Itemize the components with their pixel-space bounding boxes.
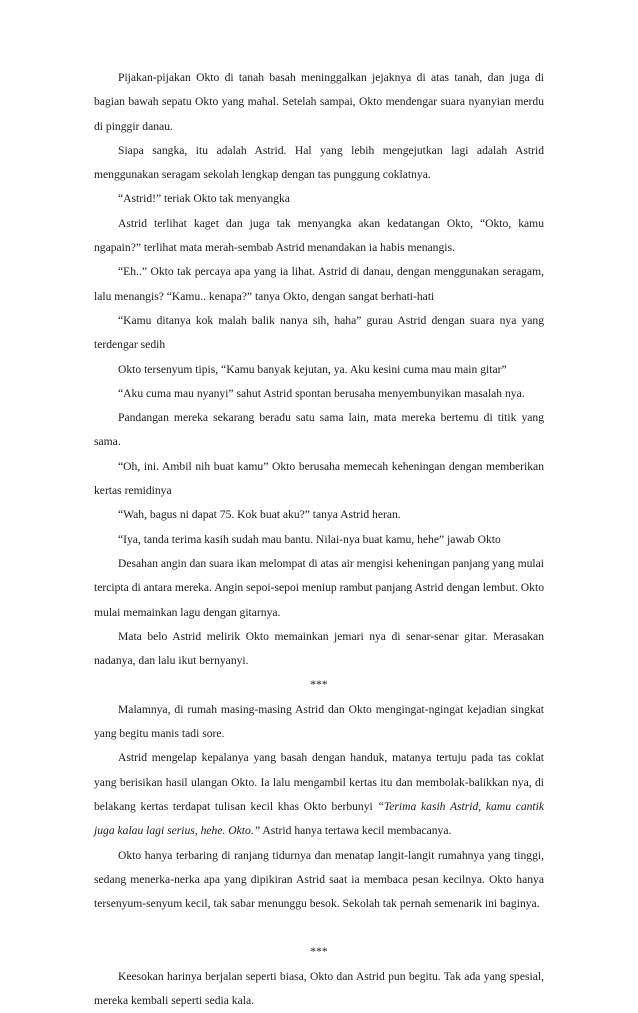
scene-separator: *** (310, 945, 328, 959)
scene-separator: *** (310, 678, 328, 692)
paragraph: Keesokan harinya berjalan seperti biasa, Okto dan Astrid pun begitu. Tak ada yang spesial, mereka kembali seperti sedia kala. (94, 969, 544, 1007)
paragraph: Okto tersenyum tipis, “Kamu banyak kejutan, ya. Aku kesini cuma mau main gitar” (118, 362, 507, 376)
paragraph: Okto hanya terbaring di ranjang tidurnya dan menatap langit-langit rumahnya yang tinggi, sedang menerka-nerka apa yang dipikiran Astrid saat ia membaca pesan kecilnya. Okto hanya tersenyum-senyum kecil, tak sabar menunggu besok. Sekolah tak pernah semenarik ini baginya. (94, 848, 544, 911)
paragraph-with-note (94, 746, 544, 843)
paragraph: “Aku cuma mau nyanyi” sahut Astrid spontan berusaha menyembunyikan masalah nya. (118, 386, 525, 400)
paragraph: Pandangan mereka sekarang beradu satu sama lain, mata mereka bertemu di titik yang sama. (94, 411, 544, 449)
paragraph: “Wah, bagus ni dapat 75. Kok buat aku?” tanya Astrid heran. (118, 508, 401, 522)
paragraph: Malamnya, di rumah masing-masing Astrid dan Okto mengingat-ngingat kejadian singkat yang begitu manis tadi sore. (94, 702, 544, 741)
note-paragraph-text: Astrid mengelap kepalanya yang basah dengan handuk, matanya tertuju pada tas coklat yang berisikan hasil ulangan Okto. Ia lalu mengambil kertas itu dan membolak-balikkan nya, di belakang kertas terdapat tulisan kecil khas Okto berbunyi (94, 751, 544, 813)
paragraph: Desahan angin dan suara ikan melompat di atas air mengisi keheningan panjang yang mulai tercipta di antara mereka. Angin sepoi-sepoi meniup rambut panjang Astrid dengan lembut. Okto mulai memainkan lagu dengan gitarnya. (94, 556, 544, 619)
paragraph: Mata belo Astrid melirik Okto memainkan jemari nya di senar-senar gitar. Merasakan nadanya, dan lalu ikut bernyanyi. (94, 629, 544, 668)
paragraph: “Iya, tanda terima kasih sudah mau bantu. Nilai-nya buat kamu, hehe” jawab Okto (118, 532, 501, 546)
paragraph: “Oh, ini. Ambil nih buat kamu” Okto berusaha memecah keheningan dengan memberikan kertas remidinya (94, 459, 544, 498)
paragraph: Pijakan-pijakan Okto di tanah basah meninggalkan jejaknya di atas tanah, dan juga di bagian bawah sepatu Okto yang mahal. Setelah sampai, Okto mendengar suara nyanyian merdu di pinggir danau. (94, 71, 544, 133)
note-paragraph-text: Astrid hanya tertawa kecil membacanya. (260, 824, 452, 838)
paragraph: “Eh..” Okto tak percaya apa yang ia lihat. Astrid di danau, dengan menggunakan seragam, lalu menangis? “Kamu.. kenapa?” tanya Okto, dengan sangat berhati-hati (94, 265, 544, 303)
handwritten-note-text: “Terima kasih Astrid, kamu cantik juga kalau lagi serius, hehe. Okto.” (94, 799, 544, 838)
paragraph: “Astrid!” teriak Okto tak menyangka (118, 192, 290, 206)
paragraph: “Kamu ditanya kok malah balik nanya sih, haha” gurau Astrid dengan suara nya yang terdengar sedih (94, 313, 544, 352)
paragraph: Astrid terlihat kaget dan juga tak menyangka akan kedatangan Okto, “Okto, kamu ngapain?” terlihat mata merah-sembab Astrid menandakan ia habis menangis. (94, 216, 544, 255)
paragraph: Siapa sangka, itu adalah Astrid. Hal yang lebih mengejutkan lagi adalah Astrid menggunakan seragam sekolah lengkap dengan tas punggung coklatnya. (94, 143, 544, 182)
